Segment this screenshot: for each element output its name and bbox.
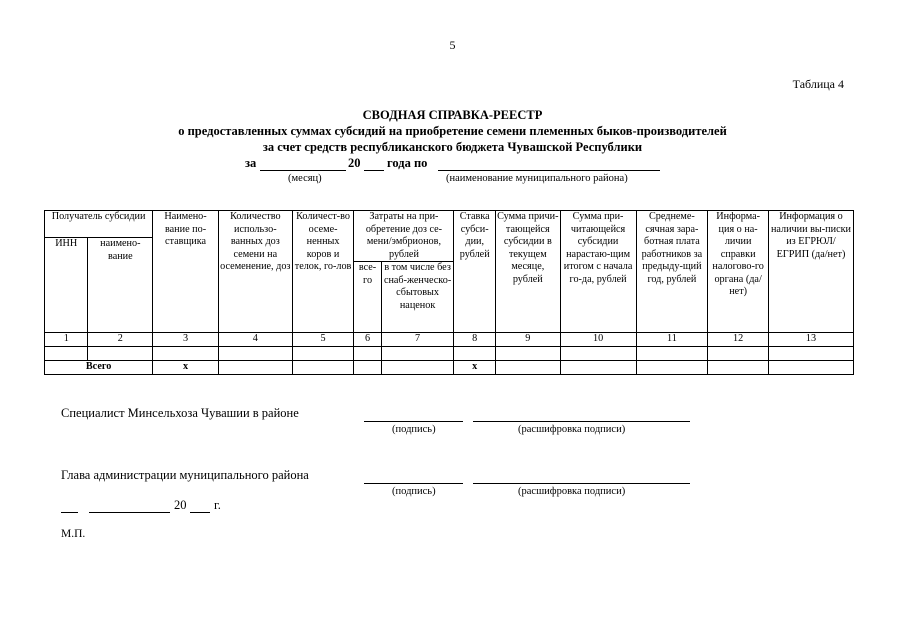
specialist-decode-caption: (расшифровка подписи) <box>518 424 626 435</box>
col-num-3: 3 <box>153 333 219 347</box>
specialist-decode-line <box>473 421 690 422</box>
stamp-label: М.П. <box>61 528 86 540</box>
head-label: Глава администрации муниципального района <box>61 468 309 482</box>
col-num-5: 5 <box>292 333 354 347</box>
table-row <box>45 346 854 360</box>
date-year-prefix: 20 <box>174 498 187 512</box>
col-num-7: 7 <box>381 333 454 347</box>
total-supplier-x: х <box>153 360 219 374</box>
col-num-6: 6 <box>354 333 381 347</box>
specialist-signature-line <box>364 421 463 422</box>
header-costs-total: все-го <box>354 262 381 333</box>
specialist-label: Специалист Минсельхоза Чувашии в районе <box>61 406 299 420</box>
head-decode-caption: (расшифровка подписи) <box>518 486 626 497</box>
year-blank <box>364 170 384 171</box>
document-subtitle: о предоставленных суммах субсидий на приобретение семени племенных быков-производителей <box>178 124 727 138</box>
district-caption: (наименование муниципального района) <box>446 173 628 184</box>
date-month-line <box>89 512 170 513</box>
header-subsidy-cumulative: Сумма при-читающейся субсидии нарастаю-щим итогом с начала го-да, рублей <box>560 211 636 333</box>
month-blank <box>260 170 346 171</box>
header-name: наимено-вание <box>88 238 153 333</box>
header-egrul-info: Информация о наличии вы-писки из ЕГРЮЛ/ ЕГРИП (да/нет) <box>768 211 853 333</box>
col-num-10: 10 <box>560 333 636 347</box>
year-suffix: года по <box>387 156 428 170</box>
head-signature-caption: (подпись) <box>392 486 436 497</box>
col-num-1: 1 <box>45 333 88 347</box>
col-num-2: 2 <box>88 333 153 347</box>
header-costs: Затраты на при-обретение доз се-мени/эмбрионов, рублей <box>354 211 454 262</box>
total-row <box>45 360 854 374</box>
document-title: СВОДНАЯ СПРАВКА-РЕЕСТР <box>362 108 543 122</box>
column-numbers-row <box>45 333 854 347</box>
period-prefix: за <box>245 156 257 170</box>
district-blank <box>438 170 660 171</box>
header-supplier: Наимено-вание по-ставщика <box>153 211 219 333</box>
registry-table <box>44 210 854 375</box>
col-num-12: 12 <box>708 333 769 347</box>
total-label: Всего <box>45 360 153 374</box>
page-number: 5 <box>449 38 456 52</box>
col-num-11: 11 <box>636 333 708 347</box>
date-suffix: г. <box>214 498 221 512</box>
specialist-signature-caption: (подпись) <box>392 424 436 435</box>
month-caption: (месяц) <box>288 173 322 184</box>
header-row-1 <box>45 211 854 238</box>
header-avg-salary: Среднеме-сячная зара-ботная плата работников за предыду-щий год, рублей <box>636 211 708 333</box>
col-num-4: 4 <box>218 333 292 347</box>
header-rate: Ставка субси-дии, рублей <box>454 211 495 333</box>
header-recipient: Получатель субсидии <box>45 211 153 238</box>
header-doses-used: Количество использо-ванных доз семени на осеменение, доз <box>218 211 292 333</box>
header-subsidy-month: Сумма причи-тающейся субсидии в текущем месяце, рублей <box>495 211 560 333</box>
year-prefix: 20 <box>348 156 361 170</box>
header-cows-count: Количест-во осеме-ненных коров и телок, го-лов <box>292 211 354 333</box>
total-rate-x: х <box>454 360 495 374</box>
date-year-line <box>190 512 210 513</box>
col-num-8: 8 <box>454 333 495 347</box>
header-costs-incl: в том числе без снаб-женческо-сбытовых наценок <box>381 262 454 333</box>
table-number: Таблица 4 <box>792 77 844 91</box>
head-signature-line <box>364 483 463 484</box>
col-num-13: 13 <box>768 333 853 347</box>
header-tax-info: Информа-ция о на-личии справки налогово-го органа (да/нет) <box>708 211 769 333</box>
col-num-9: 9 <box>495 333 560 347</box>
date-day-line <box>61 512 78 513</box>
header-inn: ИНН <box>45 238 88 333</box>
head-decode-line <box>473 483 690 484</box>
document-subtitle-2: за счет средств республиканского бюджета Чувашской Республики <box>262 140 643 154</box>
